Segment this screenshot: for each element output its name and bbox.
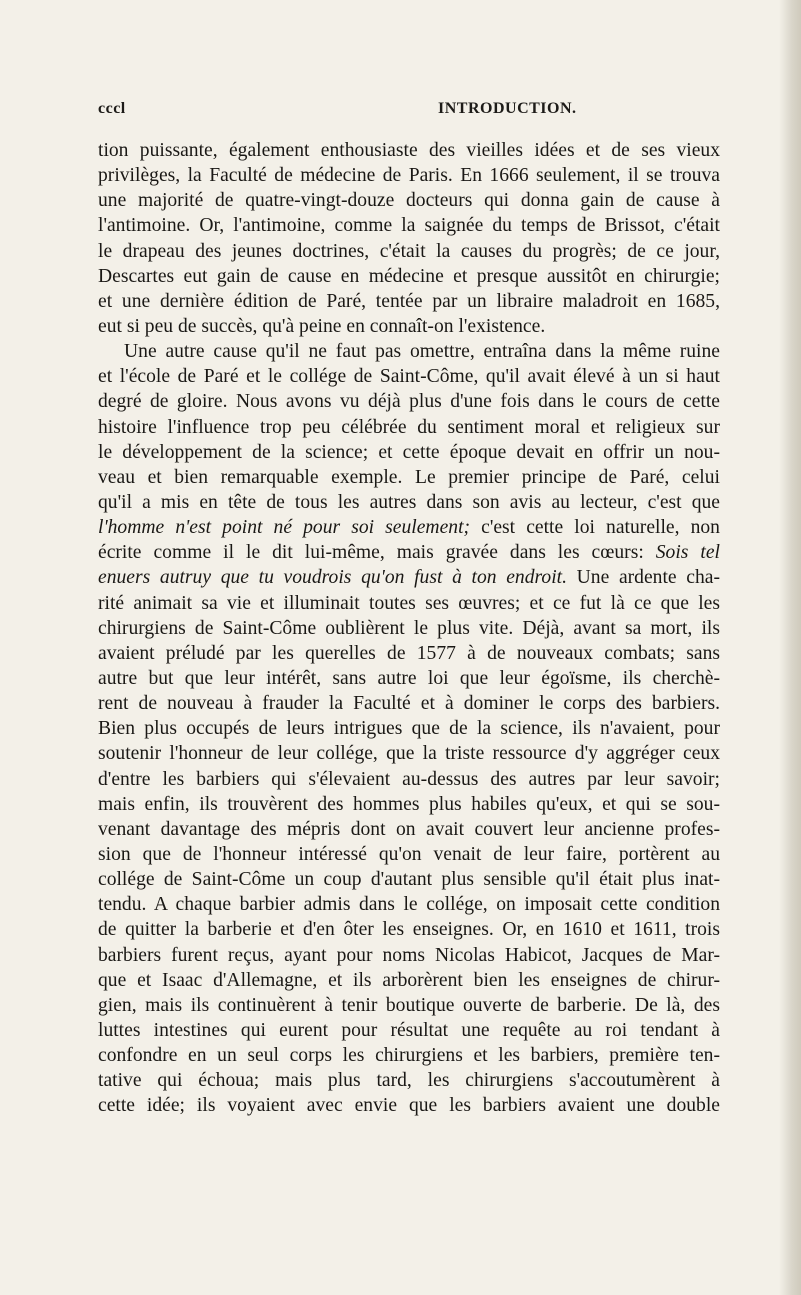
body-text	[98, 138, 720, 1118]
text-line: Bien plus occupés de leurs intrigues que de la science, ils n'avaient, pour	[98, 718, 720, 740]
text-line: eut si peu de succès, qu'à peine en connaît-on l'existence.	[98, 315, 546, 337]
text-line: le drapeau des jeunes doctrines, c'était la causes du progrès; de ce jour,	[98, 240, 720, 262]
text-line: venant davantage des mépris dont on avait couvert leur ancienne profes-	[98, 818, 720, 840]
text-line: une majorité de quatre-vingt-douze docteurs qui donna gain de cause à	[98, 190, 720, 212]
text-line: luttes intestines qui eurent pour résultat une requête au roi tendant à	[98, 1019, 720, 1041]
text-line: chirurgiens de Saint-Côme oublièrent le plus vite. Déjà, avant sa mort, ils	[98, 617, 720, 639]
page-number: cccl	[98, 100, 126, 117]
text-line: collége de Saint-Côme un coup d'autant plus sensible qu'il était plus inat-	[98, 869, 720, 891]
text-line: cette idée; ils voyaient avec envie que les barbiers avaient une double	[98, 1095, 720, 1117]
text-line: écrite comme il le dit lui-même, mais gravée dans les cœurs: Sois tel	[98, 542, 720, 564]
text-line: qu'il a mis en tête de tous les autres dans son avis au lecteur, c'est que	[98, 491, 720, 513]
text-line: confondre en un seul corps les chirurgiens et les barbiers, première ten-	[98, 1045, 720, 1067]
text-line: Une autre cause qu'il ne faut pas omettre, entraîna dans la même ruine	[124, 341, 720, 363]
text-line: barbiers furent reçus, ayant pour noms Nicolas Habicot, Jacques de Mar-	[98, 944, 720, 966]
text-line: degré de gloire. Nous avons vu déjà plus d'une fois dans le cours de cette	[98, 391, 720, 413]
text-line: veau et bien remarquable exemple. Le premier principe de Paré, celui	[98, 466, 720, 488]
text-line: mais enfin, ils trouvèrent des hommes plus habiles qu'eux, et qui se sou-	[98, 793, 720, 815]
text-line: tion puissante, également enthousiaste des vieilles idées et de ses vieux	[98, 140, 720, 161]
text-line: que et Isaac d'Allemagne, et ils arborèrent bien les enseignes de chirur-	[98, 969, 720, 991]
text-line: l'antimoine. Or, l'antimoine, comme la saignée du temps de Brissot, c'était	[98, 215, 720, 237]
text-line: tative qui échoua; mais plus tard, les chirurgiens s'accoutumèrent à	[98, 1070, 720, 1092]
text-line: soutenir l'honneur de leur collége, que la triste ressource d'y aggréger ceux	[98, 743, 720, 765]
running-head	[98, 100, 718, 130]
running-title: INTRODUCTION.	[438, 100, 577, 117]
text-line: et une dernière édition de Paré, tentée par un libraire maladroit en 1685,	[98, 290, 720, 312]
page-edge-shadow	[779, 0, 801, 1295]
text-line: histoire l'influence trop peu célébrée du sentiment moral et religieux sur	[98, 416, 720, 438]
text-line: avaient préludé par les querelles de 1577 à de nouveaux combats; sans	[98, 642, 720, 664]
text-line: autre but que leur intérêt, sans autre loi que leur égoïsme, ils cherchè-	[98, 667, 720, 689]
text-line: privilèges, la Faculté de médecine de Paris. En 1666 seulement, il se trouva	[98, 165, 720, 187]
text-line: rité animait sa vie et illuminait toutes ses œuvres; et ce fut là ce que les	[98, 592, 720, 614]
text-line: le développement de la science; et cette époque devait en offrir un nou-	[98, 441, 720, 463]
text-line: Descartes eut gain de cause en médecine et presque aussitôt en chirurgie;	[98, 265, 720, 287]
text-line: l'homme n'est point né pour soi seulement; c'est cette loi naturelle, non	[98, 517, 720, 539]
text-line: enuers autruy que tu voudrois qu'on fust à ton endroit. Une ardente cha-	[98, 567, 720, 589]
text-line: sion que de l'honneur intéressé qu'on venait de leur faire, portèrent au	[98, 843, 720, 865]
text-line: rent de nouveau à frauder la Faculté et à dominer le corps des barbiers.	[98, 693, 720, 715]
text-line: et l'école de Paré et le collége de Saint-Côme, qu'il avait élevé à un si haut	[98, 366, 720, 388]
text-line: d'entre les barbiers qui s'élevaient au-dessus des autres par leur savoir;	[98, 768, 720, 790]
text-line: tendu. A chaque barbier admis dans le collége, on imposait cette condition	[98, 894, 720, 916]
text-line: de quitter la barberie et d'en ôter les enseignes. Or, en 1610 et 1611, trois	[98, 919, 720, 941]
text-line: gien, mais ils continuèrent à tenir boutique ouverte de barberie. De là, des	[98, 994, 720, 1016]
